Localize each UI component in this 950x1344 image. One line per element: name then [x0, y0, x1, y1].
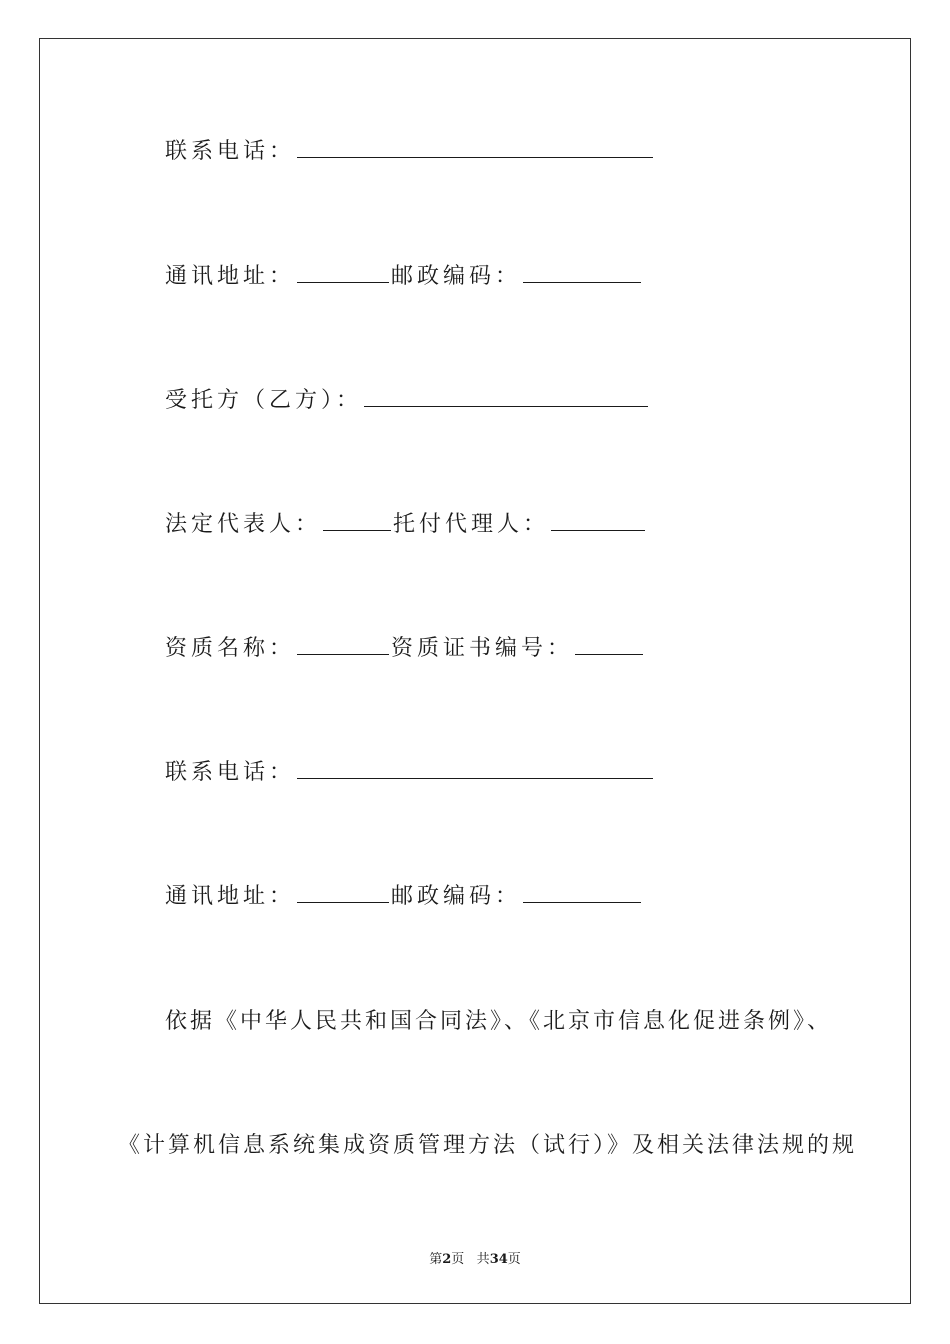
- address-blank: [297, 262, 389, 283]
- footer-page-number: 2: [442, 1252, 452, 1267]
- qual-name-blank: [297, 634, 389, 655]
- trustee-blank: [364, 386, 648, 407]
- qualification-line: [165, 634, 645, 663]
- footer-page-unit: 页: [451, 1252, 465, 1267]
- representative-line: [165, 510, 647, 539]
- postcode-blank-2: [523, 882, 641, 903]
- qual-name-label: 资质名称：: [165, 636, 296, 661]
- agent-blank: [551, 510, 645, 531]
- address-label: 通讯地址：: [165, 264, 296, 289]
- address-line-1: [165, 262, 643, 291]
- paragraph-line-1: 依据《中华人民共和国合同法》、《北京市信息化促进条例》、: [165, 1009, 833, 1034]
- qual-cert-blank: [575, 634, 643, 655]
- contact-phone-blank: [297, 137, 653, 158]
- legal-rep-blank: [323, 510, 391, 531]
- qual-cert-label: 资质证书编号：: [391, 636, 574, 661]
- legal-rep-label: 法定代表人：: [165, 512, 322, 537]
- postcode-label-2: 邮政编码：: [391, 884, 522, 909]
- trustee-line: [165, 386, 650, 415]
- footer-total-prefix: 共: [476, 1252, 490, 1267]
- contact-phone-line-2: [165, 758, 655, 787]
- address-line-2: [165, 882, 643, 911]
- address-label-2: 通讯地址：: [165, 884, 296, 909]
- contact-phone-blank-2: [297, 758, 653, 779]
- contact-phone-label-2: 联系电话：: [165, 760, 296, 785]
- contact-phone-label: 联系电话：: [165, 139, 296, 164]
- paragraph-line-2: 《计算机信息系统集成资质管理方法（试行）》及相关法律法规的规: [118, 1133, 858, 1158]
- footer-prefix: 第: [429, 1252, 443, 1267]
- postcode-label: 邮政编码：: [391, 264, 522, 289]
- footer-total-pages: 34: [489, 1252, 508, 1267]
- contact-phone-line-1: [165, 137, 655, 166]
- agent-label: 托付代理人：: [393, 512, 550, 537]
- page-frame: [39, 38, 911, 1304]
- address-blank-2: [297, 882, 389, 903]
- postcode-blank: [523, 262, 641, 283]
- footer-total-unit: 页: [507, 1252, 521, 1267]
- page-footer: [0, 1248, 950, 1267]
- trustee-label: 受托方（乙方）：: [165, 388, 363, 413]
